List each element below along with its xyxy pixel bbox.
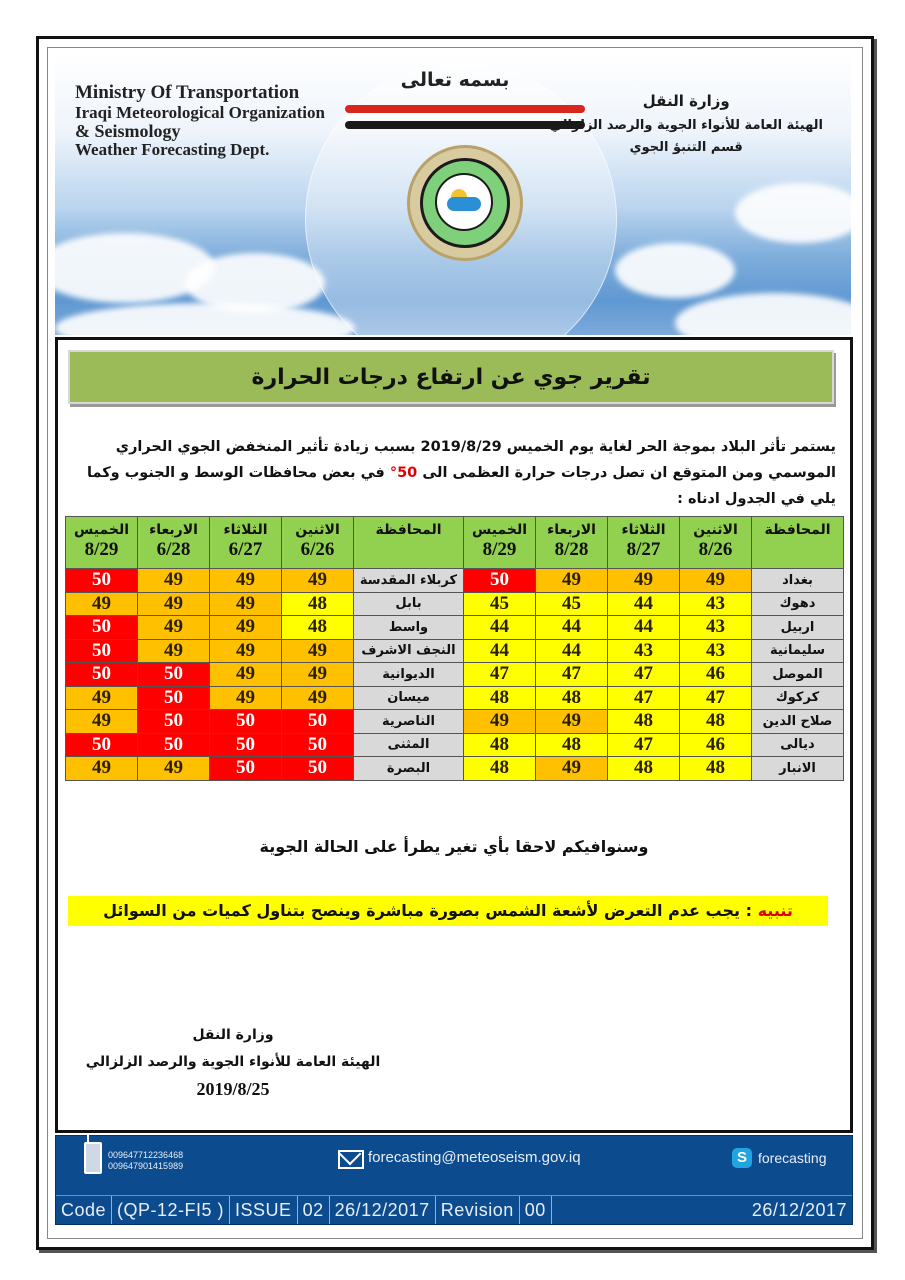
header-date: 8/28: [554, 539, 589, 560]
governorate-name: البصرة: [354, 757, 464, 781]
temperature-cell: 44: [464, 616, 536, 640]
envelope-icon: [338, 1150, 364, 1169]
temperature-cell: 45: [536, 592, 608, 616]
table-row: [66, 710, 844, 734]
left-header-day: [282, 517, 354, 569]
governorate-name: ديالى: [752, 733, 844, 757]
skype-icon: S: [732, 1148, 752, 1168]
governorate-name: دهوك: [752, 592, 844, 616]
header-label: الاثنين: [295, 522, 340, 538]
max-temp-highlight: 50°: [389, 465, 418, 481]
temperature-cell: 50: [66, 733, 138, 757]
table-row: [66, 663, 844, 687]
temperature-cell: 49: [282, 569, 354, 593]
governorate-name: بابل: [354, 592, 464, 616]
table-row: [66, 733, 844, 757]
footer: [55, 1135, 853, 1225]
header-banner: [55, 53, 851, 335]
header-date: 8/29: [482, 539, 517, 560]
temperature-cell: 47: [680, 686, 752, 710]
code-cell: 00: [520, 1196, 552, 1224]
temperature-cell: 48: [608, 757, 680, 781]
temperature-cell: 50: [138, 686, 210, 710]
header-label: الخميس: [471, 522, 528, 538]
signature-block: [68, 1022, 398, 1103]
governorate-name: صلاح الدين: [752, 710, 844, 734]
temperature-cell: 49: [66, 710, 138, 734]
temperature-cell: 50: [138, 663, 210, 687]
skype-handle[interactable]: forecasting: [758, 1150, 827, 1166]
temperature-cell: 44: [464, 639, 536, 663]
governorate-name: اربيل: [752, 616, 844, 640]
temperature-cell: 49: [210, 592, 282, 616]
governorate-name: الانبار: [752, 757, 844, 781]
governorate-name: الديوانية: [354, 663, 464, 687]
right-header-day: [680, 517, 752, 569]
temperature-cell: 47: [608, 663, 680, 687]
temperature-cell: 48: [536, 686, 608, 710]
temperature-cell: 48: [680, 710, 752, 734]
intro-text: يستمر تأثر البلاد بموجة الحر لغاية يوم الخميس 2019/8/29 بسبب زيادة تأثير المنخفض الجوي الحراري الموسمي ومن المتوقع ان تصل درجات حرارة العظمى الى: [115, 439, 836, 481]
temperature-cell: 48: [464, 686, 536, 710]
temperature-cell: 46: [680, 663, 752, 687]
governorate-name: المثنى: [354, 733, 464, 757]
code-cell: ISSUE: [230, 1196, 298, 1224]
temperature-cell: 50: [282, 733, 354, 757]
header-date: 6/27: [228, 539, 263, 560]
governorate-name: سليمانية: [752, 639, 844, 663]
temperature-cell: 49: [138, 639, 210, 663]
temperature-cell: 49: [138, 757, 210, 781]
governorate-name: واسط: [354, 616, 464, 640]
header-label: الاربعاء: [547, 522, 596, 538]
temperature-cell: 49: [210, 569, 282, 593]
temperature-cell: 48: [282, 592, 354, 616]
header-date: 6/26: [300, 539, 335, 560]
english-line: & Seismology: [75, 120, 181, 141]
temperature-cell: 49: [210, 663, 282, 687]
temperature-cell: 49: [282, 639, 354, 663]
cloud-icon: [447, 197, 481, 211]
right-header-day: [464, 517, 536, 569]
temperature-cell: 49: [66, 686, 138, 710]
basmala: بسمه تعالى: [400, 69, 510, 91]
temperature-cell: 49: [536, 569, 608, 593]
temperature-cell: 50: [210, 757, 282, 781]
temperature-cell: 50: [66, 663, 138, 687]
phone-number: 009647712236468: [108, 1150, 184, 1160]
right-header-day: [608, 517, 680, 569]
signature-ministry: وزارة النقل: [192, 1027, 274, 1043]
header-label: المحافظة: [375, 522, 442, 538]
code-cell: 26/12/2017: [330, 1196, 436, 1224]
temperature-cell: 49: [680, 569, 752, 593]
table-row: [66, 569, 844, 593]
phone-number: 009647901415989: [108, 1161, 184, 1171]
temperature-cell: 43: [680, 592, 752, 616]
english-line: Iraqi Meteorological Organization: [75, 102, 325, 122]
code-cell: Code: [56, 1196, 112, 1224]
signature-organization: الهيئة العامة للأنواء الجوية والرصد الزلزالي: [85, 1054, 381, 1070]
temperature-cell: 43: [680, 639, 752, 663]
code-cell: 26/12/2017: [751, 1200, 847, 1220]
temperature-cell: 44: [536, 616, 608, 640]
right-header-governorate: [752, 517, 844, 569]
table-row: [66, 686, 844, 710]
warning-label: تنبيه: [757, 901, 793, 920]
left-header-day: [66, 517, 138, 569]
temperature-cell: 48: [464, 757, 536, 781]
governorate-name: ميسان: [354, 686, 464, 710]
temperature-cell: 43: [608, 639, 680, 663]
header-date: 8/27: [626, 539, 661, 560]
temperature-cell: 50: [138, 710, 210, 734]
table-row: [66, 616, 844, 640]
arabic-line: قسم التنبؤ الجوي: [629, 139, 743, 155]
warning-banner: [68, 896, 828, 926]
email-address[interactable]: forecasting@meteoseism.gov.iq: [368, 1149, 581, 1166]
header-label: الخميس: [73, 522, 130, 538]
english-line: Weather Forecasting Dept.: [75, 140, 270, 160]
governorate-name: كركوك: [752, 686, 844, 710]
temperature-cell: 49: [138, 616, 210, 640]
temperature-table: [65, 516, 844, 781]
page-frame: [36, 36, 874, 1250]
temperature-cell: 43: [680, 616, 752, 640]
code-cell: 02: [298, 1196, 330, 1224]
temperature-cell: 50: [66, 639, 138, 663]
header-label: الثلاثاء: [223, 522, 268, 538]
temperature-cell: 48: [536, 733, 608, 757]
mobile-phone-icon: [84, 1142, 102, 1174]
code-cell: Revision: [436, 1196, 520, 1224]
temperature-cell: 49: [210, 639, 282, 663]
arabic-line: الهيئة العامة للأنواء الجوية والرصد الزلزالي: [549, 117, 823, 133]
header-date: 8/26: [698, 539, 733, 560]
temperature-cell: 49: [210, 616, 282, 640]
ministry-english: [75, 83, 325, 160]
temperature-cell: 50: [138, 733, 210, 757]
temperature-cell: 50: [464, 569, 536, 593]
temperature-cell: 47: [608, 733, 680, 757]
intro-paragraph: [76, 434, 836, 512]
temperature-cell: 49: [138, 592, 210, 616]
temperature-cell: 49: [464, 710, 536, 734]
temperature-cell: 49: [536, 710, 608, 734]
temperature-cell: 47: [608, 686, 680, 710]
temperature-cell: 45: [464, 592, 536, 616]
temperature-cell: 44: [608, 592, 680, 616]
report-title-bar: [68, 350, 834, 404]
temperature-cell: 50: [210, 710, 282, 734]
temperature-cell: 44: [608, 616, 680, 640]
header-date: 6/28: [156, 539, 191, 560]
temperature-cell: 49: [608, 569, 680, 593]
signature-date: 2019/8/25: [196, 1079, 270, 1099]
governorate-name: النجف الاشرف: [354, 639, 464, 663]
intro-text-2: في بعض محافظات الوسط و الجنوب وكما يلي في الجدول ادناه :: [87, 465, 836, 507]
temperature-cell: 47: [536, 663, 608, 687]
header-label: الاثنين: [693, 522, 738, 538]
left-header-governorate: [354, 517, 464, 569]
report-title: تقرير جوي عن ارتفاع درجات الحرارة: [251, 364, 651, 390]
header-label: المحافظة: [764, 522, 831, 538]
organization-logo-icon: [407, 145, 523, 261]
table-header-row: [66, 517, 844, 569]
header-label: الثلاثاء: [621, 522, 666, 538]
temperature-cell: 50: [66, 616, 138, 640]
table-row: [66, 639, 844, 663]
temperature-cell: 48: [608, 710, 680, 734]
temperature-cell: 48: [282, 616, 354, 640]
temperature-cell: 49: [138, 569, 210, 593]
temperature-cell: 50: [282, 710, 354, 734]
temperature-cell: 49: [536, 757, 608, 781]
temperature-cell: 49: [210, 686, 282, 710]
contact-row: [56, 1136, 852, 1182]
phone-numbers: [108, 1150, 183, 1172]
governorate-name: بغداد: [752, 569, 844, 593]
table-row: [66, 757, 844, 781]
document-code-bar: [56, 1195, 852, 1224]
temperature-cell: 49: [66, 592, 138, 616]
temperature-cell: 49: [282, 663, 354, 687]
english-line: Ministry Of Transportation: [75, 82, 300, 103]
header-label: الاربعاء: [149, 522, 198, 538]
warning-text: : يجب عدم التعرض لأشعة الشمس بصورة مباشرة وينصح بتناول كميات من السوائل: [103, 901, 758, 920]
temperature-cell: 48: [680, 757, 752, 781]
temperature-cell: 46: [680, 733, 752, 757]
right-header-day: [536, 517, 608, 569]
temperature-cell: 50: [66, 569, 138, 593]
code-cell: (QP-12-FI5 ): [112, 1196, 230, 1224]
temperature-cell: 48: [464, 733, 536, 757]
temperature-cell: 50: [210, 733, 282, 757]
table-row: [66, 592, 844, 616]
arabic-line: وزارة النقل: [642, 92, 730, 110]
left-header-day: [210, 517, 282, 569]
report-box: [55, 337, 853, 1133]
ministry-arabic: [549, 89, 823, 159]
temperature-cell: 49: [66, 757, 138, 781]
governorate-name: الموصل: [752, 663, 844, 687]
temperature-cell: 49: [282, 686, 354, 710]
governorate-name: كربلاء المقدسة: [354, 569, 464, 593]
temperature-cell: 47: [464, 663, 536, 687]
header-date: 8/29: [84, 539, 119, 560]
followup-note: وسنوافيكم لاحقا بأي تغير يطرأ على الحالة الجوية: [259, 837, 649, 856]
governorate-name: الناصرية: [354, 710, 464, 734]
temperature-cell: 44: [536, 639, 608, 663]
left-header-day: [138, 517, 210, 569]
temperature-cell: 50: [282, 757, 354, 781]
